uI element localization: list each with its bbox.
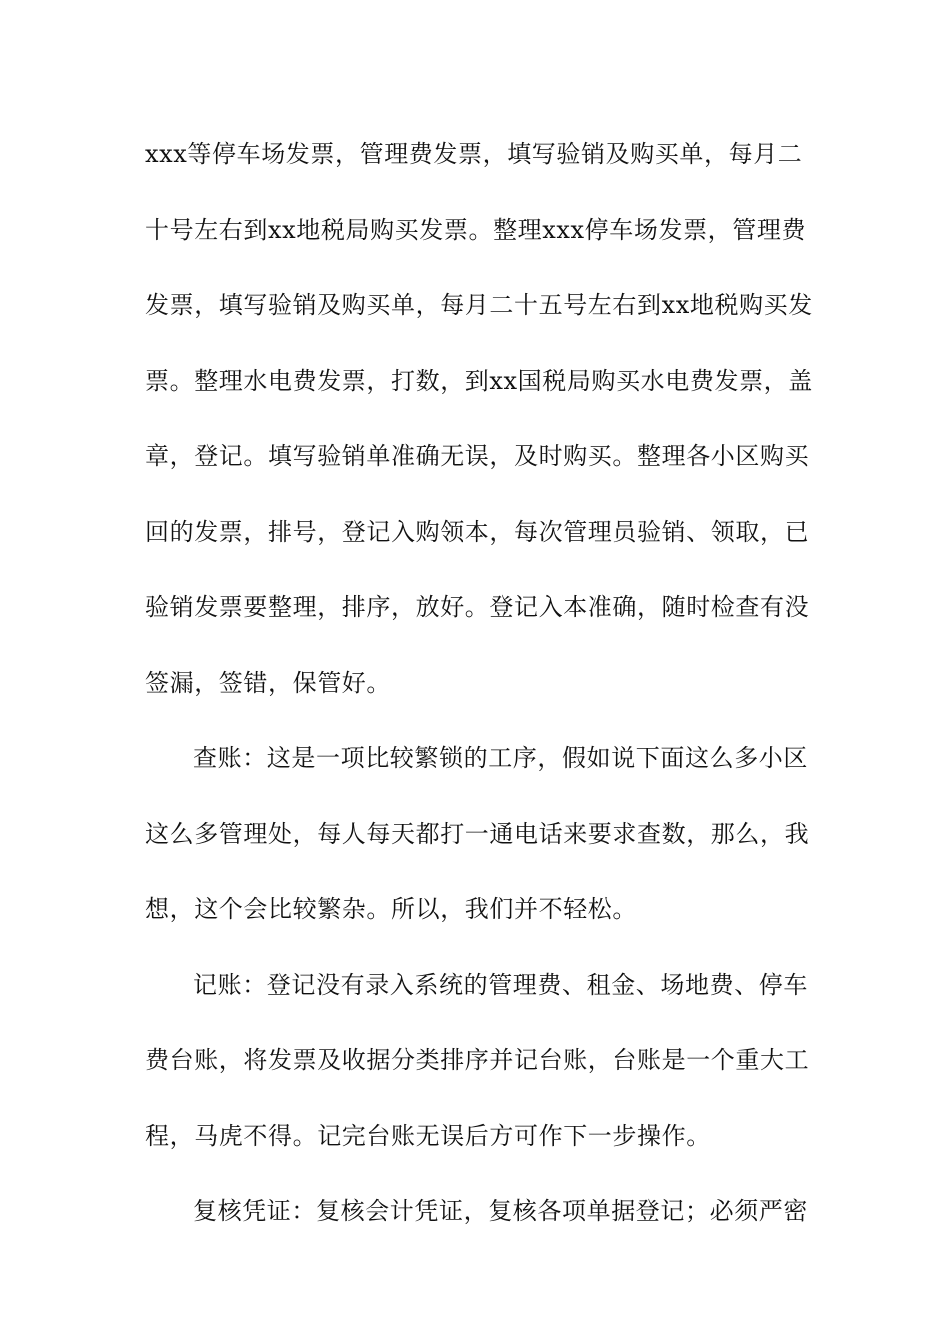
text-line: xxx等停车场发票，管理费发票，填写验销及购买单，每月二 [145, 140, 803, 168]
text-line: 章，登记。填写验销单准确无误，及时购买。整理各小区购买 [145, 442, 810, 470]
text-line: 这么多管理处，每人每天都打一通电话来要求查数，那么，我 [145, 819, 810, 848]
text-line: 票。整理水电费发票，打数，到xx国税局购买水电费发票，盖 [145, 366, 813, 395]
text-line: 想，这个会比较繁杂。所以，我们并不轻松。 [145, 895, 637, 923]
text-line: 签漏，签错，保管好。 [145, 668, 391, 697]
paragraph-start-line: 记账：登记没有录入系统的管理费、租金、场地费、停车 [193, 970, 808, 999]
text-line: 费台账，将发票及收据分类排序并记台账，台账是一个重大工 [145, 1046, 810, 1074]
body-text [145, 131, 813, 1264]
text-line: 程，马虎不得。记完台账无误后方可作下一步操作。 [145, 1121, 711, 1150]
text-line: 验销发票要整理，排序，放好。登记入本准确，随时检查有没 [145, 593, 810, 621]
text-line: 回的发票，排号，登记入购领本，每次管理员验销、领取，已 [145, 517, 810, 546]
text-line: 发票，填写验销及购买单，每月二十五号左右到xx地税购买发 [145, 291, 813, 319]
paragraph-start-line: 查账：这是一项比较繁锁的工序，假如说下面这么多小区 [193, 744, 808, 772]
text-line: 十号左右到xx地税局购买发票。整理xxx停车场发票，管理费 [145, 215, 807, 244]
paragraph-start-line: 复核凭证：复核会计凭证，复核各项单据登记；必须严密 [193, 1197, 808, 1225]
